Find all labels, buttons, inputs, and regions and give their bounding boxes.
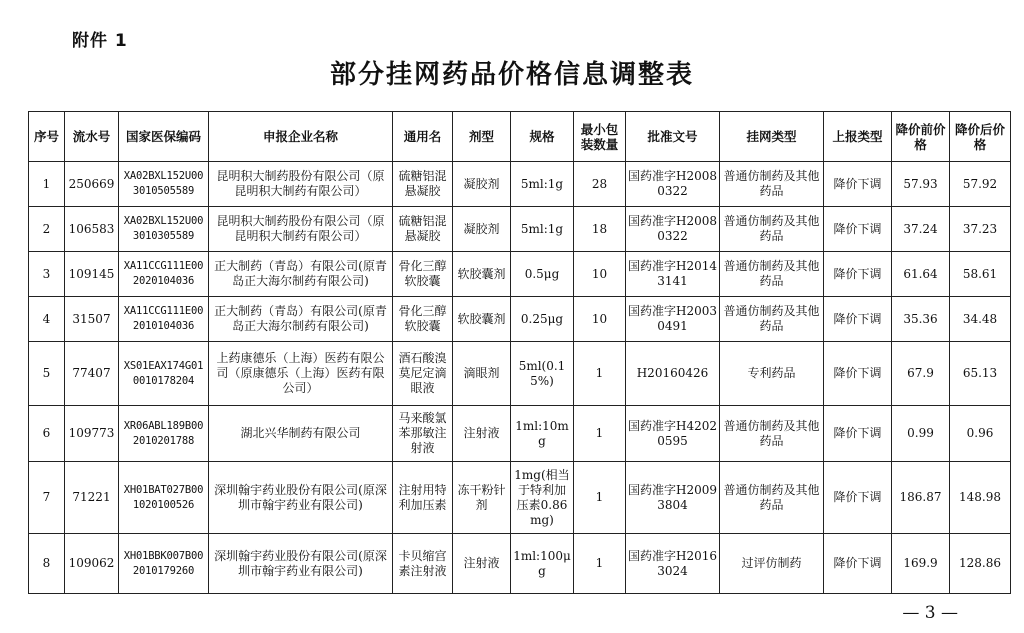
cell-serial: 77407 xyxy=(65,342,119,406)
cell-approval: 国药准字H20093804 xyxy=(626,462,720,534)
col-header: 申报企业名称 xyxy=(209,112,393,162)
cell-spec: 1mg(相当于特利加压素0.86mg) xyxy=(511,462,574,534)
cell-report: 降价下调 xyxy=(824,342,892,406)
cell-code: XA02BXL152U003010505589 xyxy=(119,162,209,207)
cell-code: XA11CCG111E002020104036 xyxy=(119,252,209,297)
table-header-row xyxy=(29,112,1011,162)
cell-before: 0.99 xyxy=(892,406,950,462)
col-header: 剂型 xyxy=(453,112,511,162)
cell-form: 滴眼剂 xyxy=(453,342,511,406)
cell-after: 0.96 xyxy=(950,406,1011,462)
page-title: 部分挂网药品价格信息调整表 xyxy=(329,60,694,90)
price-table xyxy=(28,111,1011,594)
cell-serial: 31507 xyxy=(65,297,119,342)
col-header: 最小包装数量 xyxy=(574,112,626,162)
col-header: 序号 xyxy=(29,112,65,162)
cell-spec: 1ml:10mg xyxy=(511,406,574,462)
cell-approval: 国药准字H20080322 xyxy=(626,207,720,252)
cell-company: 正大制药（青岛）有限公司(原青岛正大海尔制药有限公司) xyxy=(209,297,393,342)
table-row xyxy=(29,252,1011,297)
cell-report: 降价下调 xyxy=(824,207,892,252)
cell-form: 凝胶剂 xyxy=(453,207,511,252)
col-header: 批准文号 xyxy=(626,112,720,162)
cell-spec: 5ml(0.15%) xyxy=(511,342,574,406)
cell-serial: 106583 xyxy=(65,207,119,252)
cell-name: 硫糖铝混悬凝胶 xyxy=(393,162,453,207)
cell-form: 软胶囊剂 xyxy=(453,252,511,297)
cell-after: 128.86 xyxy=(950,534,1011,594)
table-row xyxy=(29,207,1011,252)
cell-code: XA11CCG111E002010104036 xyxy=(119,297,209,342)
cell-code: XR06ABL189B002010201788 xyxy=(119,406,209,462)
cell-name: 马来酸氯苯那敏注射液 xyxy=(393,406,453,462)
cell-pack: 1 xyxy=(574,534,626,594)
cell-no: 4 xyxy=(29,297,65,342)
cell-after: 57.92 xyxy=(950,162,1011,207)
cell-after: 37.23 xyxy=(950,207,1011,252)
cell-serial: 109773 xyxy=(65,406,119,462)
cell-name: 卡贝缩宫素注射液 xyxy=(393,534,453,594)
col-header: 流水号 xyxy=(65,112,119,162)
cell-form: 凝胶剂 xyxy=(453,162,511,207)
col-header: 降价前价格 xyxy=(892,112,950,162)
col-header: 挂网类型 xyxy=(720,112,824,162)
cell-type: 普通仿制药及其他药品 xyxy=(720,297,824,342)
col-header: 通用名 xyxy=(393,112,453,162)
cell-serial: 250669 xyxy=(65,162,119,207)
cell-report: 降价下调 xyxy=(824,162,892,207)
cell-code: XH01BBK007B002010179260 xyxy=(119,534,209,594)
table-row xyxy=(29,462,1011,534)
cell-before: 169.9 xyxy=(892,534,950,594)
cell-company: 深圳翰宇药业股份有限公司(原深圳市翰宇药业有限公司) xyxy=(209,534,393,594)
col-header: 上报类型 xyxy=(824,112,892,162)
cell-code: XH01BAT027B001020100526 xyxy=(119,462,209,534)
cell-no: 5 xyxy=(29,342,65,406)
cell-pack: 1 xyxy=(574,406,626,462)
cell-before: 57.93 xyxy=(892,162,950,207)
table-row xyxy=(29,162,1011,207)
cell-name: 注射用特利加压素 xyxy=(393,462,453,534)
cell-type: 普通仿制药及其他药品 xyxy=(720,462,824,534)
cell-form: 冻干粉针剂 xyxy=(453,462,511,534)
cell-before: 37.24 xyxy=(892,207,950,252)
cell-after: 34.48 xyxy=(950,297,1011,342)
cell-name: 酒石酸溴莫尼定滴眼液 xyxy=(393,342,453,406)
cell-before: 35.36 xyxy=(892,297,950,342)
cell-name: 骨化三醇软胶囊 xyxy=(393,252,453,297)
cell-name: 骨化三醇软胶囊 xyxy=(393,297,453,342)
cell-serial: 71221 xyxy=(65,462,119,534)
cell-before: 186.87 xyxy=(892,462,950,534)
cell-type: 普通仿制药及其他药品 xyxy=(720,406,824,462)
cell-spec: 1ml:100μg xyxy=(511,534,574,594)
cell-form: 注射液 xyxy=(453,534,511,594)
cell-report: 降价下调 xyxy=(824,534,892,594)
cell-pack: 18 xyxy=(574,207,626,252)
cell-type: 过评仿制药 xyxy=(720,534,824,594)
table-row xyxy=(29,534,1011,594)
cell-no: 8 xyxy=(29,534,65,594)
cell-approval: 国药准字H20080322 xyxy=(626,162,720,207)
cell-pack: 28 xyxy=(574,162,626,207)
cell-type: 普通仿制药及其他药品 xyxy=(720,252,824,297)
cell-no: 6 xyxy=(29,406,65,462)
cell-report: 降价下调 xyxy=(824,252,892,297)
table-row xyxy=(29,342,1011,406)
attachment-label: 附件 1 xyxy=(72,31,128,51)
cell-approval: H20160426 xyxy=(626,342,720,406)
table-row xyxy=(29,297,1011,342)
col-header: 降价后价格 xyxy=(950,112,1011,162)
cell-form: 软胶囊剂 xyxy=(453,297,511,342)
col-header: 规格 xyxy=(511,112,574,162)
cell-approval: 国药准字H20143141 xyxy=(626,252,720,297)
cell-company: 湖北兴华制药有限公司 xyxy=(209,406,393,462)
cell-no: 3 xyxy=(29,252,65,297)
cell-type: 专利药品 xyxy=(720,342,824,406)
cell-no: 2 xyxy=(29,207,65,252)
cell-company: 昆明积大制药股份有限公司（原昆明积大制药有限公司） xyxy=(209,162,393,207)
cell-approval: 国药准字H42020595 xyxy=(626,406,720,462)
cell-after: 65.13 xyxy=(950,342,1011,406)
cell-spec: 5ml:1g xyxy=(511,207,574,252)
cell-after: 148.98 xyxy=(950,462,1011,534)
cell-company: 上药康德乐（上海）医药有限公司（原康德乐（上海）医药有限公司） xyxy=(209,342,393,406)
cell-type: 普通仿制药及其他药品 xyxy=(720,162,824,207)
cell-after: 58.61 xyxy=(950,252,1011,297)
cell-spec: 5ml:1g xyxy=(511,162,574,207)
table-row xyxy=(29,406,1011,462)
cell-pack: 10 xyxy=(574,297,626,342)
cell-company: 昆明积大制药股份有限公司（原昆明积大制药有限公司） xyxy=(209,207,393,252)
cell-company: 深圳翰宇药业股份有限公司(原深圳市翰宇药业有限公司) xyxy=(209,462,393,534)
cell-no: 7 xyxy=(29,462,65,534)
cell-approval: 国药准字H20163024 xyxy=(626,534,720,594)
cell-serial: 109062 xyxy=(65,534,119,594)
cell-before: 67.9 xyxy=(892,342,950,406)
cell-spec: 0.25μg xyxy=(511,297,574,342)
cell-serial: 109145 xyxy=(65,252,119,297)
cell-name: 硫糖铝混悬凝胶 xyxy=(393,207,453,252)
cell-pack: 1 xyxy=(574,462,626,534)
cell-report: 降价下调 xyxy=(824,406,892,462)
cell-pack: 10 xyxy=(574,252,626,297)
cell-no: 1 xyxy=(29,162,65,207)
cell-spec: 0.5μg xyxy=(511,252,574,297)
page-number: — 3 — xyxy=(902,603,958,623)
cell-type: 普通仿制药及其他药品 xyxy=(720,207,824,252)
cell-code: XA02BXL152U003010305589 xyxy=(119,207,209,252)
cell-code: XS01EAX174G010010178204 xyxy=(119,342,209,406)
cell-approval: 国药准字H20030491 xyxy=(626,297,720,342)
cell-report: 降价下调 xyxy=(824,297,892,342)
cell-pack: 1 xyxy=(574,342,626,406)
cell-report: 降价下调 xyxy=(824,462,892,534)
col-header: 国家医保编码 xyxy=(119,112,209,162)
cell-form: 注射液 xyxy=(453,406,511,462)
cell-company: 正大制药（青岛）有限公司(原青岛正大海尔制药有限公司) xyxy=(209,252,393,297)
cell-before: 61.64 xyxy=(892,252,950,297)
